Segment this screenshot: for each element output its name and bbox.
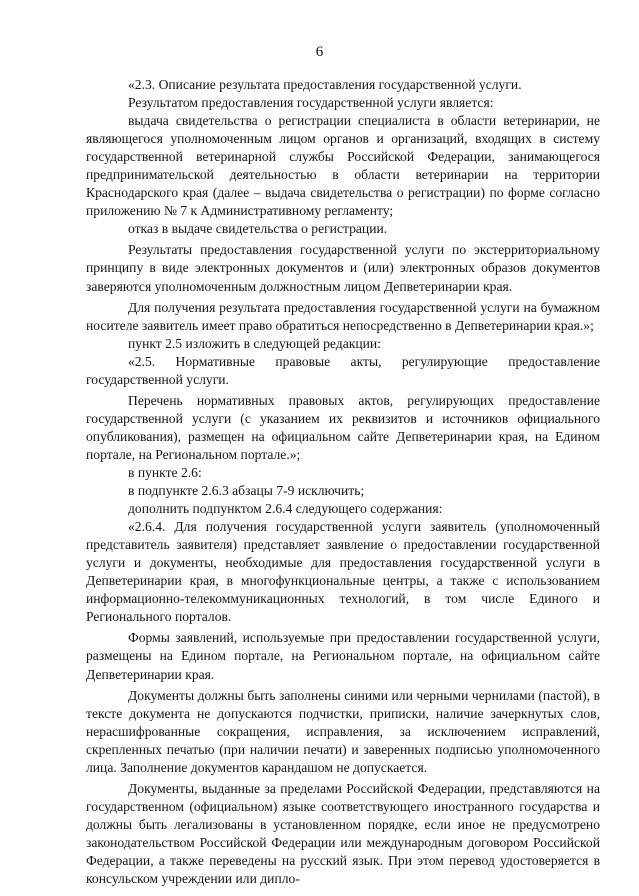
paragraph-add-2-6-4: дополнить подпунктом 2.6.4 следующего содержания: (128, 501, 443, 517)
paragraph-2-5-title: «2.5. Нормативные правовые акты, регулирующие предоставление государственной услуги. (86, 353, 600, 387)
paragraph-2-6-4: «2.6.4. Для получения государственной услуги заявитель (уполномоченный представитель заявителя) представляет заявление о предоставлении государственной услуги и документы, необходимые для предоставления государственной услуги в Депветеринарии края, в многофункциональные центры, а также с использованием информационно-телекоммуникационных технологий, в том числе Единого и Регионального порталов. (86, 519, 600, 625)
document-body (86, 76, 600, 888)
paragraph-extraterritorial: Результаты предоставления государственной услуги по экстерриториальному принципу в виде электронных документов и (или) электронных образов документов заверяются уполномоченным должностным лицом Депветеринарии края. (86, 242, 600, 294)
paragraph-subitem-2-6-3: в подпункте 2.6.3 абзацы 7-9 исключить; (128, 483, 365, 499)
paragraph-application-forms: Формы заявлений, используемые при предоставлении государственной услуги, размещены на Едином портале, на Региональном портале, на официальном сайте Депветеринарии края. (86, 630, 600, 682)
paragraph-document-requirements: Документы должны быть заполнены синими или черными чернилами (пастой), в тексте документа не допускаются подчистки, приписки, наличие зачеркнутых слов, нерасшифрованные сокращения, исправления, за исключением исправлений, скрепленных печатью (при наличии печати) и заверенных подписью уполномоченного лица. Заполнение документов карандашом не допускается. (86, 687, 600, 775)
paragraph-2-3-title: «2.3. Описание результата предоставления государственной услуги. (128, 77, 522, 92)
page-number: 6 (315, 44, 324, 60)
paragraph-foreign-documents: Документы, выданные за пределами Российской Федерации, представляются на государственном (официальном) языке соответствующего иностранного государства и должны быть легализованы в установленном порядке, если иное не предусмотрено законодательством Российской Федерации или международным договором Российской Федерации, а также переведены на русский язык. При этом перевод удостоверяется в консульском учреждении или дипло- (86, 780, 600, 887)
paragraph-certificate-issue: выдача свидетельства о регистрации специалиста в области ветеринарии, не являющегося уполномоченным лицом органов и организаций, входящих в систему государственной ветеринарной службы Российской Федерации, занимающегося предпринимательской деятельностью в области ветеринарии на территории Краснодарского края (далее – выдача свидетельства о регистрации) по форме согласно приложению № 7 к Административному регламенту; (86, 113, 600, 219)
paragraph-result-intro: Результатом предоставления государственной услуги является: (128, 95, 494, 111)
paragraph-item-2-6: в пункте 2.6: (128, 464, 202, 480)
paragraph-paper-result: Для получения результата предоставления государственной услуги на бумажном носителе заявитель имеет право обратиться непосредственно в Депветеринарии края.»; (86, 299, 600, 333)
paragraph-refusal: отказ в выдаче свидетельства о регистрации. (128, 221, 388, 237)
paragraph-item-2-5-edit: пункт 2.5 изложить в следующей редакции: (128, 335, 381, 351)
paragraph-legal-acts-list: Перечень нормативных правовых актов, регулирующих предоставление государственной услуги (с указанием их реквизитов и источников официального опубликования), размещен на официальном сайте Депветеринарии края, на Едином портале, на Региональном портале.»; (86, 392, 600, 462)
